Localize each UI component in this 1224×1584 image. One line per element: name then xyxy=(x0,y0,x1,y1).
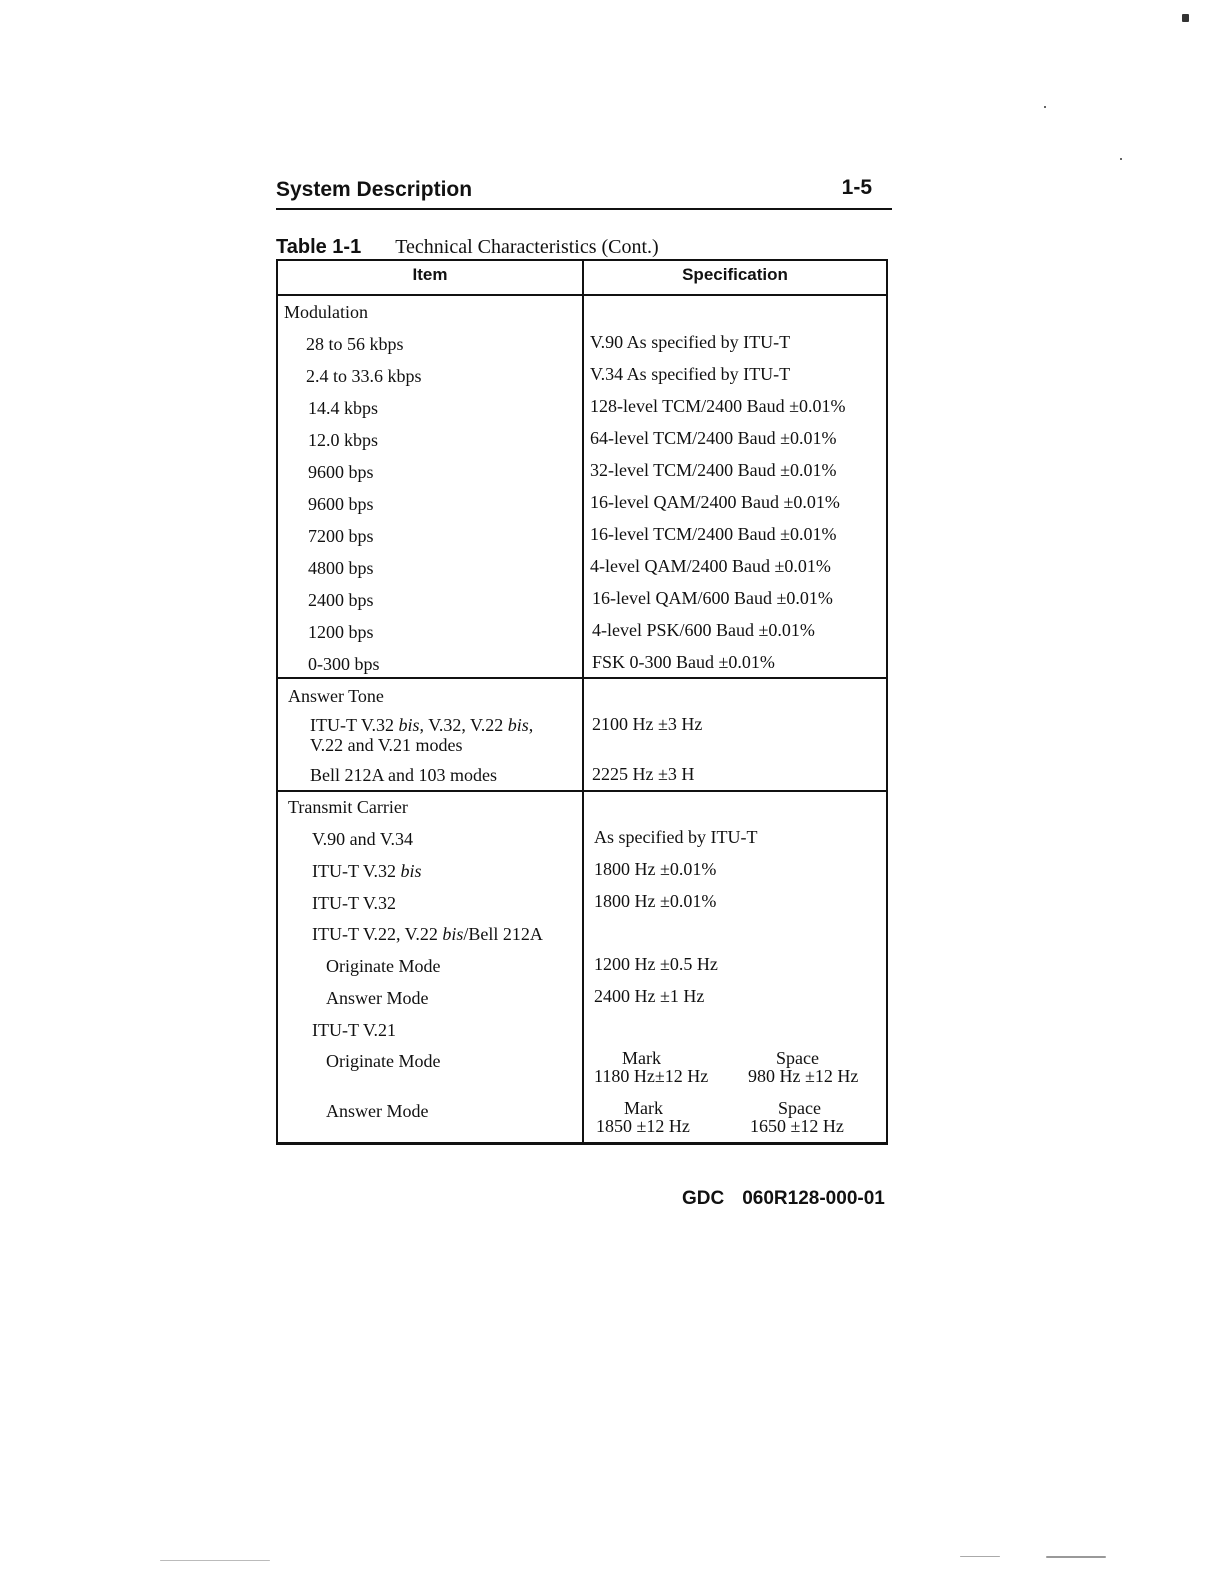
column-header-specification: Specification xyxy=(682,265,788,284)
table-row-item: ITU-T V.32 bis xyxy=(312,861,422,881)
mark-frequency xyxy=(596,1099,690,1135)
table-row-spec: 1800 Hz ±0.01% xyxy=(594,859,717,879)
table-row-spec: 32-level TCM/2400 Baud ±0.01% xyxy=(590,460,837,480)
column-header-item: Item xyxy=(412,265,448,284)
table-row-item: ITU-T V.32 bis, V.32, V.22 bis, V.22 and V.21 modes xyxy=(310,715,534,755)
table-row-item: 2.4 to 33.6 kbps xyxy=(306,366,422,386)
space-value: 980 Hz ±12 Hz xyxy=(748,1066,859,1086)
table-row-spec: V.90 As specified by ITU-T xyxy=(590,332,791,352)
space-frequency xyxy=(750,1099,844,1135)
table-row-spec: 4-level PSK/600 Baud ±0.01% xyxy=(592,620,815,640)
scan-speck xyxy=(160,1560,270,1561)
section-label-transmit-carrier: Transmit Carrier xyxy=(288,797,408,817)
technical-characteristics-table xyxy=(276,259,888,1145)
table-title: Technical Characteristics (Cont.) xyxy=(395,236,659,258)
document-footer xyxy=(682,1188,885,1210)
table-row-spec: 1200 Hz ±0.5 Hz xyxy=(594,954,718,974)
scan-speck xyxy=(1046,1556,1106,1558)
table-row-spec: 16-level QAM/600 Baud ±0.01% xyxy=(592,588,833,608)
table-row-item: Answer Mode xyxy=(326,1101,429,1121)
table-row-item: 28 to 56 kbps xyxy=(306,334,404,354)
mark-value: 1850 ±12 Hz xyxy=(596,1116,690,1136)
table-row-spec: 2225 Hz ±3 H xyxy=(592,764,695,784)
mark-frequency xyxy=(594,1049,708,1085)
table-row-item: ITU-T V.32 xyxy=(312,893,397,913)
section-label-modulation: Modulation xyxy=(284,302,368,322)
space-value: 1650 ±12 Hz xyxy=(750,1116,844,1136)
table-row-item: ITU-T V.21 xyxy=(312,1020,397,1040)
table-row-spec: V.34 As specified by ITU-T xyxy=(590,364,791,384)
space-label: Space xyxy=(778,1098,821,1118)
table-row-spec: 64-level TCM/2400 Baud ±0.01% xyxy=(590,428,837,448)
table-row-item: 9600 bps xyxy=(308,462,374,482)
table-row-item: Originate Mode xyxy=(326,1051,441,1071)
table-row-item: Bell 212A and 103 modes xyxy=(310,765,497,785)
table-row-spec: As specified by ITU-T xyxy=(594,827,758,847)
scan-speck xyxy=(960,1556,1000,1557)
page-header xyxy=(276,176,892,210)
space-label: Space xyxy=(776,1048,819,1068)
header-divider xyxy=(278,294,886,296)
footer-org: GDC xyxy=(682,1188,725,1209)
table-row-spec: 16-level QAM/2400 Baud ±0.01% xyxy=(590,492,840,512)
table-row-item: V.90 and V.34 xyxy=(312,829,414,849)
table-row-spec: 1800 Hz ±0.01% xyxy=(594,891,717,911)
section-divider xyxy=(278,790,886,792)
table-row-spec: 2400 Hz ±1 Hz xyxy=(594,986,705,1006)
scan-speck xyxy=(1044,106,1046,108)
table-row-item: 1200 bps xyxy=(308,622,374,642)
table-row-item: Answer Mode xyxy=(326,988,429,1008)
section-divider xyxy=(278,677,886,679)
table-row-item: Originate Mode xyxy=(326,956,441,976)
table-row-item: 14.4 kbps xyxy=(308,398,379,418)
section-label-answer-tone: Answer Tone xyxy=(288,686,384,706)
column-divider xyxy=(582,261,584,1142)
space-frequency xyxy=(748,1049,858,1085)
table-row-spec: FSK 0-300 Baud ±0.01% xyxy=(592,652,775,672)
table-row-item: 9600 bps xyxy=(308,494,374,514)
scan-speck xyxy=(1120,158,1122,160)
table-row-spec: 4-level QAM/2400 Baud ±0.01% xyxy=(590,556,831,576)
table-row-spec: 16-level TCM/2400 Baud ±0.01% xyxy=(590,524,837,544)
page-number: 1-5 xyxy=(841,176,872,199)
table-row-item: 2400 bps xyxy=(308,590,374,610)
mark-label: Mark xyxy=(622,1048,661,1068)
section-title: System Description xyxy=(276,178,473,201)
footer-doc-number: 060R128-000-01 xyxy=(742,1188,885,1209)
table-row-item: 12.0 kbps xyxy=(308,430,379,450)
table-row-spec: 2100 Hz ±3 Hz xyxy=(592,714,703,734)
mark-value: 1180 Hz±12 Hz xyxy=(594,1066,709,1086)
table-row-item: 7200 bps xyxy=(308,526,374,546)
table-row-item: 0-300 bps xyxy=(308,654,380,674)
mark-label: Mark xyxy=(624,1098,663,1118)
table-row-spec: 128-level TCM/2400 Baud ±0.01% xyxy=(590,396,846,416)
table-row-item: ITU-T V.22, V.22 bis/Bell 212A xyxy=(312,924,543,944)
table-caption xyxy=(276,236,659,259)
table-row-item: 4800 bps xyxy=(308,558,374,578)
scan-speck xyxy=(1182,14,1189,22)
table-label: Table 1-1 xyxy=(276,236,362,258)
